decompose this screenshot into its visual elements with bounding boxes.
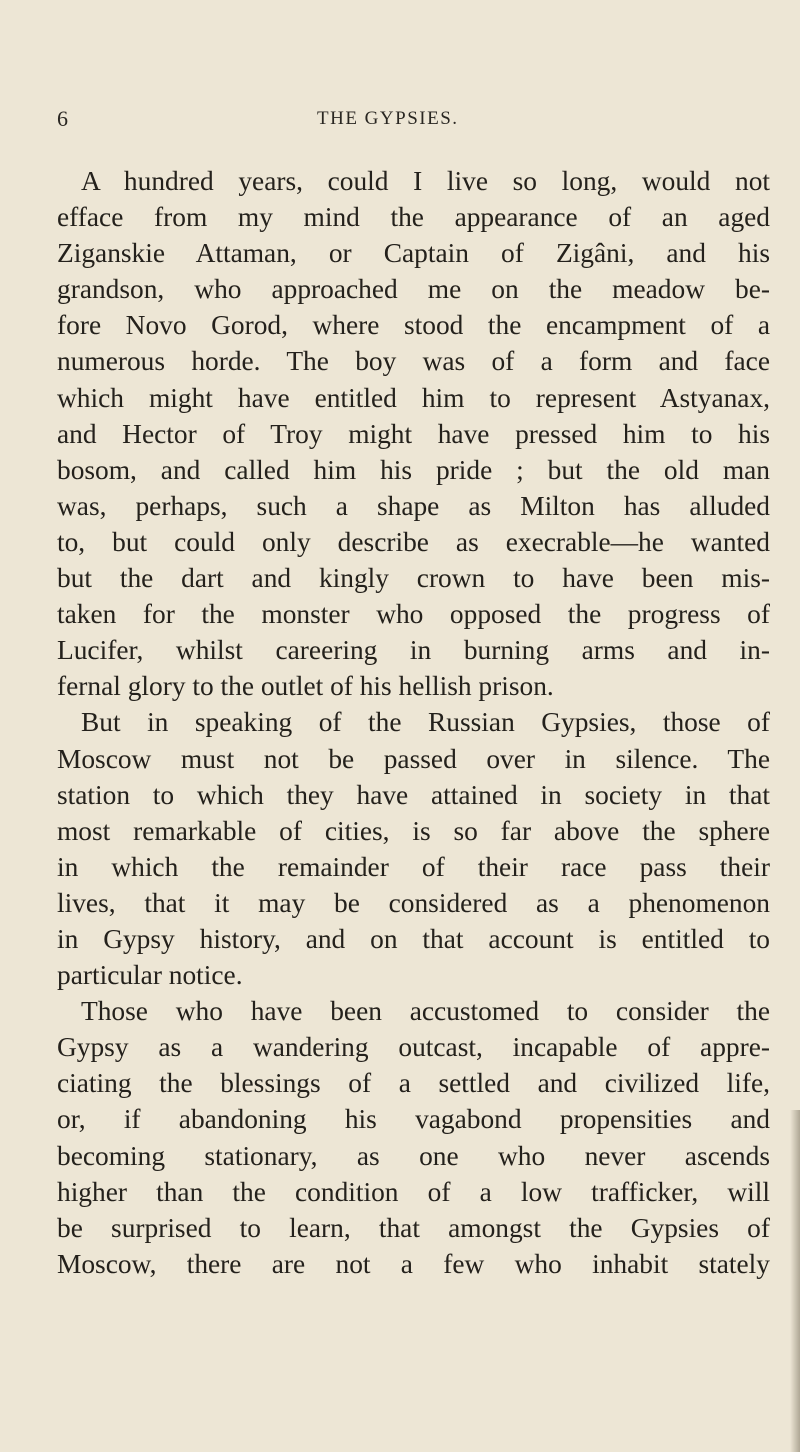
text-line: Gypsy as a wandering outcast, incapable of appre-	[57, 1032, 770, 1063]
text-line: but the dart and kingly crown to have been mis-	[57, 563, 770, 594]
text-line: taken for the monster who opposed the progress of	[57, 599, 770, 630]
text-line: be surprised to learn, that amongst the Gypsies of	[57, 1212, 770, 1243]
text-line: numerous horde. The boy was of a form and face	[57, 346, 770, 377]
text-line: in which the remainder of their race pass their	[57, 851, 770, 882]
text-line: Ziganskie Attaman, or Captain of Zigâni, and his	[57, 238, 770, 269]
text-line: grandson, who approached me on the meadow be-	[57, 274, 770, 305]
text-line: which might have entitled him to represent Astyanax,	[57, 382, 770, 413]
page-number: 6	[57, 106, 68, 131]
text-line: A hundred years, could I live so long, would not	[81, 166, 770, 196]
text-line: to, but could only describe as execrable—he wanted	[57, 526, 770, 557]
text-line: bosom, and called him his pride ; but the old man	[57, 454, 770, 485]
text-line: or, if abandoning his vagabond propensities and	[57, 1104, 770, 1135]
running-head: THE GYPSIES.	[317, 108, 459, 129]
text-line: and Hector of Troy might have pressed him to his	[57, 418, 770, 449]
text-line: Moscow, there are not a few who inhabit stately	[57, 1248, 770, 1279]
text-line: ciating the blessings of a settled and civilized life,	[57, 1068, 770, 1099]
text-line: Those who have been accustomed to consider the	[81, 996, 770, 1027]
text-line: fore Novo Gorod, where stood the encampment of a	[57, 310, 770, 341]
body-text	[57, 163, 770, 1282]
text-line: particular notice.	[57, 960, 243, 991]
text-line: becoming stationary, as one who never ascends	[57, 1140, 770, 1171]
text-line: efface from my mind the appearance of an aged	[57, 202, 770, 233]
text-line: lives, that it may be considered as a phenomenon	[57, 887, 770, 918]
text-line: But in speaking of the Russian Gypsies, those of	[81, 707, 770, 738]
text-line: most remarkable of cities, is so far above the sphere	[57, 815, 770, 846]
text-line: fernal glory to the outlet of his hellish prison.	[57, 671, 554, 702]
text-line: in Gypsy history, and on that account is entitled to	[57, 923, 770, 954]
page-edge-shadow	[790, 1110, 800, 1452]
page-header	[57, 106, 777, 136]
text-line: was, perhaps, such a shape as Milton has alluded	[57, 490, 770, 521]
text-line: station to which they have attained in society in that	[57, 779, 770, 810]
text-line: Moscow must not be passed over in silence. The	[57, 743, 770, 774]
text-line: higher than the condition of a low trafficker, will	[57, 1176, 770, 1207]
text-line: Lucifer, whilst careering in burning arms and in-	[57, 635, 770, 666]
